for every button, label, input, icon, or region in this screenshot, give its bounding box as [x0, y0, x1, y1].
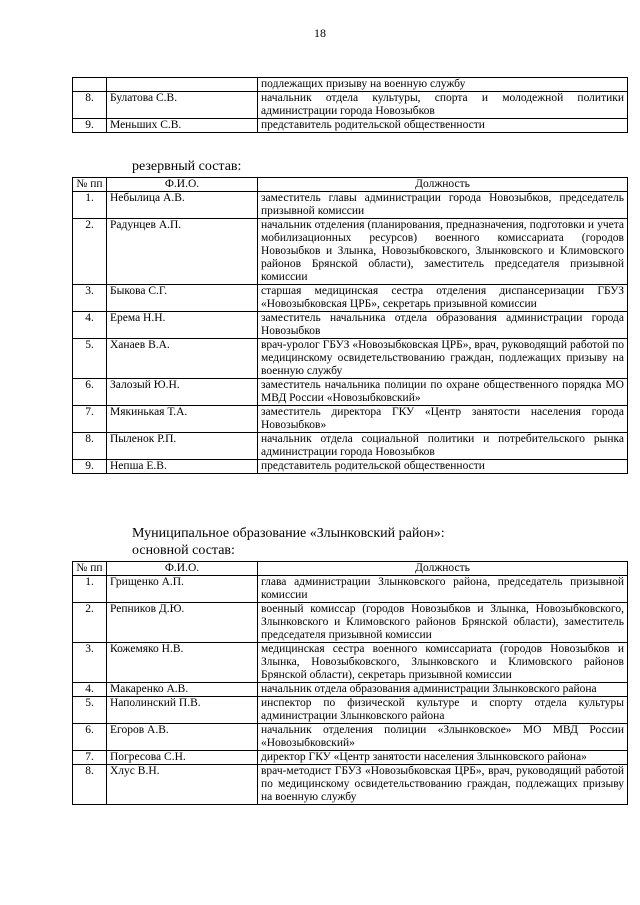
main-member-row [73, 643, 628, 683]
main-member-row [73, 576, 628, 603]
reserve-member-row [73, 460, 628, 474]
member-name: Меньших С.В. [107, 119, 258, 133]
reserve-member-row [73, 339, 628, 379]
continuation-table-body [73, 78, 628, 133]
member-name [107, 78, 258, 92]
member-name: Небылица А.В. [107, 192, 258, 219]
row-number: 4. [73, 683, 107, 697]
header-full-name: Ф.И.О. [107, 562, 258, 576]
row-number: 7. [73, 406, 107, 433]
member-name: Непша Е.В. [107, 460, 258, 474]
reserve-member-row [73, 312, 628, 339]
member-position: начальник отдела образования администрации Злынковского района [258, 683, 628, 697]
member-name: Кожемяко Н.В. [107, 643, 258, 683]
row-number [73, 78, 107, 92]
member-position: начальник отдела культуры, спорта и молодежной политики администрации города Новозыбков [258, 92, 628, 119]
row-number: 6. [73, 724, 107, 751]
reserve-member-row [73, 379, 628, 406]
member-name: Залозый Ю.Н. [107, 379, 258, 406]
continuation-row [73, 78, 628, 92]
row-number: 6. [73, 379, 107, 406]
reserve-member-row [73, 433, 628, 460]
member-position: врач-уролог ГБУЗ «Новозыбковская ЦРБ», врач, руководящий работой по медицинскому освидетельствованию граждан, подлежащих призыву на военную службу [258, 339, 628, 379]
member-position: инспектор по физической культуре и спорту отдела культуры администрации Злынковского района [258, 697, 628, 724]
member-position: глава администрации Злынковского района, председатель призывной комиссии [258, 576, 628, 603]
reserve-composition-heading: резервный состав: [132, 159, 242, 174]
member-position: начальник отделения полиции «Злынковское» МО МВД России «Новозыбковский» [258, 724, 628, 751]
reserve-member-row [73, 406, 628, 433]
member-position: заместитель директора ГКУ «Центр занятости населения города Новозыбков» [258, 406, 628, 433]
member-position: заместитель начальника полиции по охране общественного порядка МО МВД России «Новозыбковский» [258, 379, 628, 406]
row-number: 1. [73, 576, 107, 603]
member-name: Макаренко А.В. [107, 683, 258, 697]
row-number: 2. [73, 219, 107, 285]
header-position: Должность [258, 178, 628, 192]
member-position: представитель родительской общественности [258, 460, 628, 474]
member-position: представитель родительской общественности [258, 119, 628, 133]
row-number: 5. [73, 697, 107, 724]
main-table-body [73, 576, 628, 805]
member-name: Наполинский П.В. [107, 697, 258, 724]
row-number: 4. [73, 312, 107, 339]
row-number: 8. [73, 765, 107, 805]
main-composition-heading: основной состав: [132, 543, 235, 558]
reserve-member-row [73, 219, 628, 285]
member-position: старшая медицинская сестра отделения диспансеризации ГБУЗ «Новозыбковская ЦРБ», секретарь призывной комиссии [258, 285, 628, 312]
member-position: заместитель начальника отдела образования администрации города Новозыбков [258, 312, 628, 339]
member-position: директор ГКУ «Центр занятости населения Злынковского района» [258, 751, 628, 765]
header-position: Должность [258, 562, 628, 576]
member-position: подлежащих призыву на военную службу [258, 78, 628, 92]
member-name: Хлус В.Н. [107, 765, 258, 805]
reserve-table-body [73, 192, 628, 474]
continuation-row [73, 119, 628, 133]
main-member-row [73, 697, 628, 724]
member-name: Быкова С.Г. [107, 285, 258, 312]
main-member-row [73, 603, 628, 643]
member-position: заместитель главы администрации города Новозыбков, председатель призывной комиссии [258, 192, 628, 219]
reserve-composition-table [72, 177, 628, 474]
header-number: № пп [73, 562, 107, 576]
member-name: Ерема Н.Н. [107, 312, 258, 339]
member-name: Репников Д.Ю. [107, 603, 258, 643]
row-number: 8. [73, 92, 107, 119]
member-position: начальник отделения (планирования, предназначения, подготовки и учета мобилизационных ресурсов) военного комиссариата (городов Новозыбков и Злынка, Новозыбковского, Злынковского и Климовского районов Брянской области), заместитель председателя призывной комиссии [258, 219, 628, 285]
municipality-heading: Муниципальное образование «Злынковский район»: [132, 526, 445, 541]
table-header-row [73, 178, 628, 192]
row-number: 9. [73, 119, 107, 133]
row-number: 5. [73, 339, 107, 379]
continuation-table [72, 77, 628, 133]
member-name: Ханаев В.А. [107, 339, 258, 379]
member-position: медицинская сестра военного комиссариата (городов Новозыбков и Злынка, Новозыбковского, Злынковского и Климовского районов Брянской области), секретарь призывной комиссии [258, 643, 628, 683]
main-member-row [73, 724, 628, 751]
reserve-member-row [73, 192, 628, 219]
main-member-row [73, 683, 628, 697]
member-name: Булатова С.В. [107, 92, 258, 119]
main-composition-table [72, 561, 628, 805]
row-number: 9. [73, 460, 107, 474]
reserve-member-row [73, 285, 628, 312]
header-full-name: Ф.И.О. [107, 178, 258, 192]
page-number: 18 [314, 26, 326, 40]
continuation-row [73, 92, 628, 119]
main-member-row [73, 751, 628, 765]
member-name: Мякинькая Т.А. [107, 406, 258, 433]
member-position: военный комиссар (городов Новозыбков и Злынка, Новозыбковского, Злынковского и Климовского районов Брянской области), заместитель председателя призывной комиссии [258, 603, 628, 643]
member-position: врач-методист ГБУЗ «Новозыбковская ЦРБ», врач, руководящий работой по медицинскому освидетельствованию граждан, подлежащих призыву на военную службу [258, 765, 628, 805]
table-header-row [73, 562, 628, 576]
row-number: 7. [73, 751, 107, 765]
row-number: 8. [73, 433, 107, 460]
main-member-row [73, 765, 628, 805]
row-number: 2. [73, 603, 107, 643]
member-name: Погресова С.Н. [107, 751, 258, 765]
header-number: № пп [73, 178, 107, 192]
member-name: Пыленок Р.П. [107, 433, 258, 460]
member-name: Егоров А.В. [107, 724, 258, 751]
row-number: 3. [73, 285, 107, 312]
member-name: Радунцев А.П. [107, 219, 258, 285]
row-number: 1. [73, 192, 107, 219]
row-number: 3. [73, 643, 107, 683]
member-name: Грищенко А.П. [107, 576, 258, 603]
member-position: начальник отдела социальной политики и потребительского рынка администрации города Новозыбков [258, 433, 628, 460]
